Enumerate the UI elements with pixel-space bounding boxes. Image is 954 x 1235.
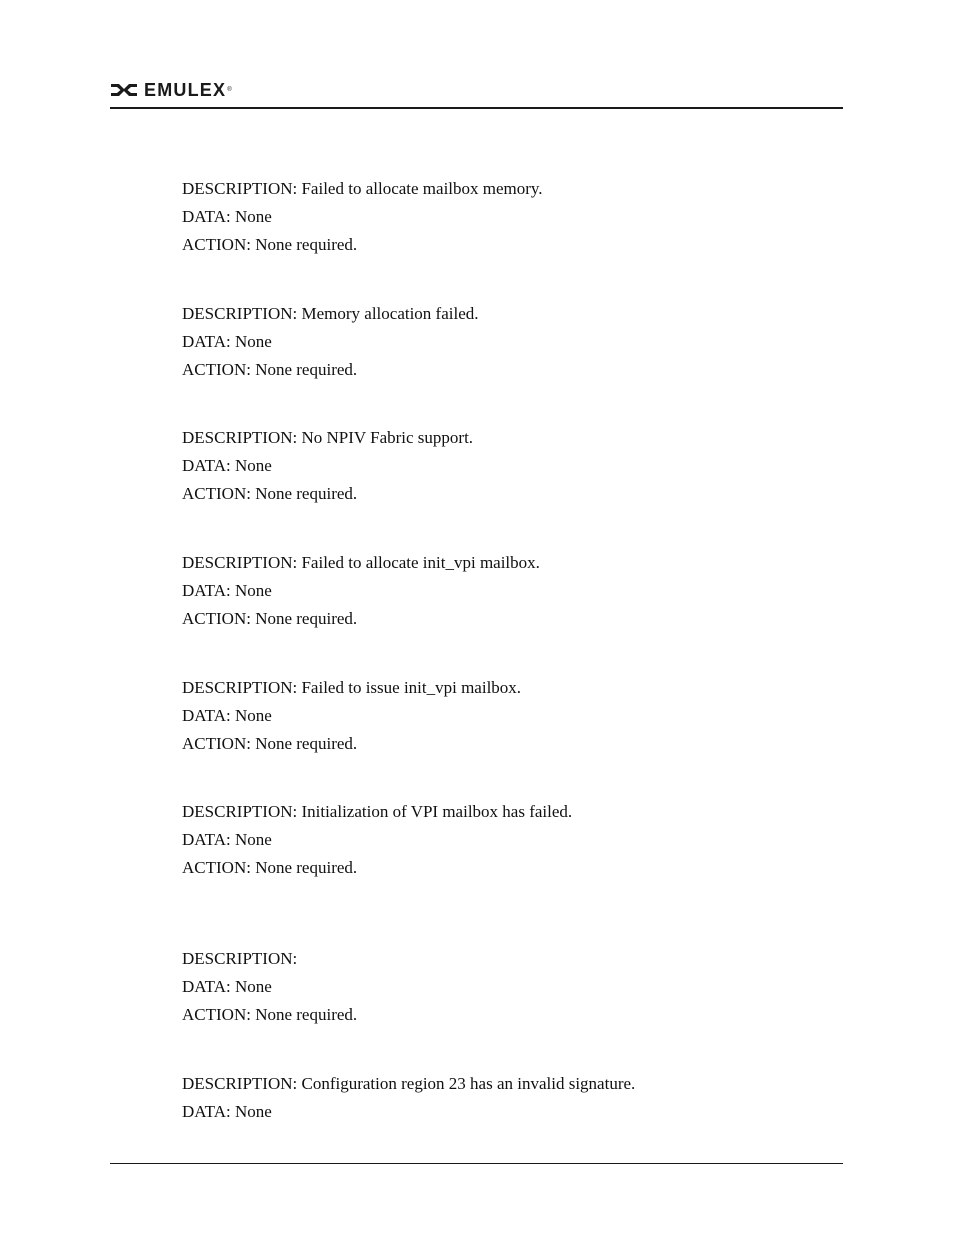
message-entry [182,674,521,758]
page-header [110,78,843,110]
logo-trademark: ® [227,87,232,93]
message-entry [182,798,572,882]
message-entry [182,945,357,1029]
entry-data: DATA: None [182,1102,272,1121]
entry-data: DATA: None [182,207,272,226]
entry-data: DATA: None [182,706,272,725]
entry-description: DESCRIPTION: Memory allocation failed. [182,304,479,323]
entry-data: DATA: None [182,332,272,351]
message-entry [182,175,543,259]
entry-data: DATA: None [182,977,272,996]
footer-rule [110,1163,843,1164]
entry-description: DESCRIPTION: Initialization of VPI mailbox has failed. [182,802,573,821]
entry-action: ACTION: None required. [182,235,358,254]
emulex-logo-icon [110,82,138,98]
entry-action: ACTION: None required. [182,734,358,753]
entry-action: ACTION: None required. [182,1005,358,1024]
entry-description: DESCRIPTION: No NPIV Fabric support. [182,428,474,447]
entry-description: DESCRIPTION: [182,949,298,968]
entry-action: ACTION: None required. [182,609,358,628]
entry-description: DESCRIPTION: Configuration region 23 has an invalid signature. [182,1074,636,1093]
message-entry [182,549,540,633]
header-rule [110,107,843,109]
entry-description: DESCRIPTION: Failed to allocate mailbox memory. [182,179,543,198]
message-entry [182,424,473,508]
entry-action: ACTION: None required. [182,360,358,379]
entry-action: ACTION: None required. [182,484,358,503]
entry-data: DATA: None [182,456,272,475]
entry-data: DATA: None [182,830,272,849]
emulex-logo [110,78,232,102]
entry-description: DESCRIPTION: Failed to issue init_vpi mailbox. [182,678,522,697]
logo-text: EMULEX [144,80,227,100]
message-entry [182,300,479,384]
entry-data: DATA: None [182,581,272,600]
entry-action: ACTION: None required. [182,858,358,877]
entry-description: DESCRIPTION: Failed to allocate init_vpi mailbox. [182,553,540,572]
message-entry [182,1070,635,1126]
